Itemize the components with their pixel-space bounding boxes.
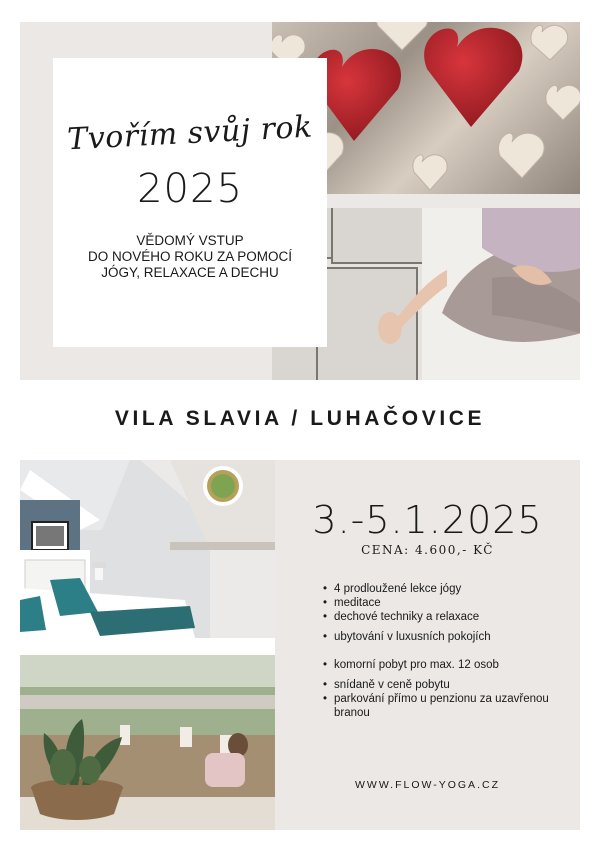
title-card [53, 58, 327, 347]
list-item: • snídaně v ceně pobytu [323, 678, 573, 692]
subtitle [53, 233, 327, 281]
info-panel [275, 460, 580, 830]
venue-heading: VILA SLAVIA / LUHAČOVICE [114, 407, 486, 430]
event-price: CENA: 4.600,- KČ [361, 543, 494, 557]
list-item: • meditace [323, 596, 573, 610]
list-item: • ubytování v luxusních pokojích [323, 630, 573, 644]
subtitle-line: VĚDOMÝ VSTUP [136, 233, 244, 248]
subtitle-line: DO NOVÉHO ROKU ZA POMOCÍ [87, 249, 293, 264]
subtitle-line: JÓGY, RELAXACE A DECHU [101, 265, 279, 280]
list-item: • dechové techniky a relaxace [323, 610, 573, 624]
list-item: • komorní pobyt pro max. 12 osob [323, 658, 573, 672]
list-item: • parkování přímo u penzionu za uzavřenou branou [323, 692, 573, 720]
event-dates: 3.-5.1.2025 [312, 498, 543, 542]
script-title: Tvořím svůj rok [66, 109, 314, 158]
year-heading: 2025 [137, 166, 243, 212]
list-item: • 4 prodloužené lekce jógy [323, 582, 573, 596]
feature-list [323, 582, 573, 720]
terrace-yoga-photo [20, 655, 275, 830]
bedroom-photo [20, 460, 275, 638]
website-link[interactable]: WWW.FLOW-YOGA.CZ [355, 779, 500, 791]
